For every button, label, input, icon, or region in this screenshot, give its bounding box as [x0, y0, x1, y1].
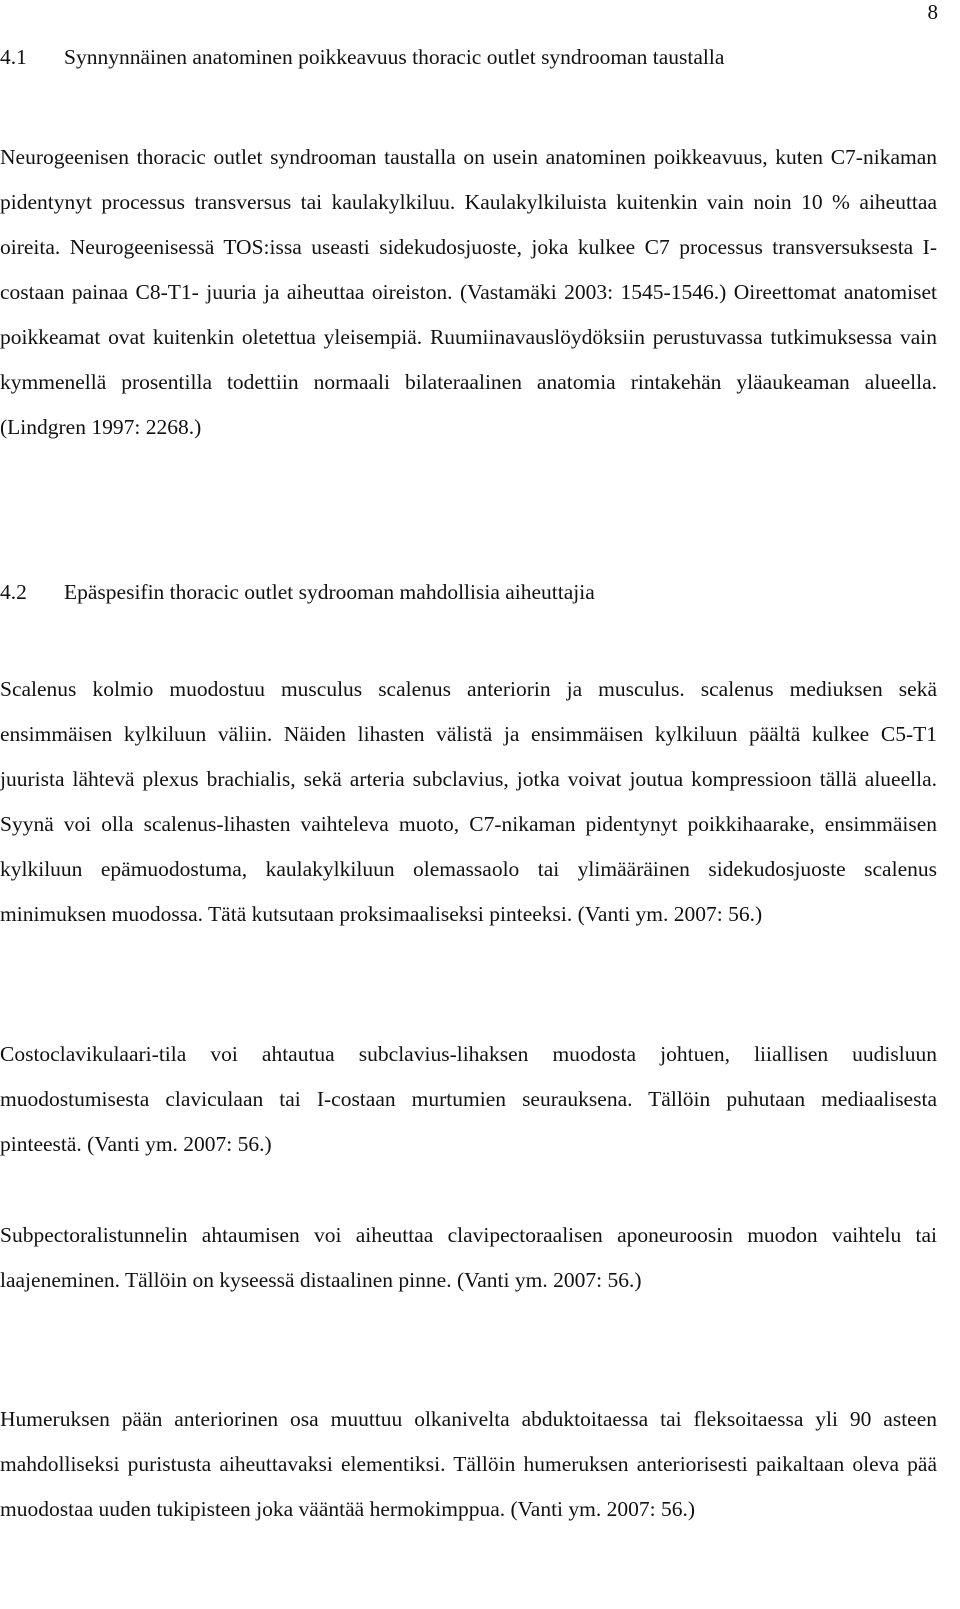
paragraph: Humeruksen pään anteriorinen osa muuttuu olkanivelta abduktoitaessa tai fleksoitaessa yli 90 asteen mahdolliseksi puristusta aiheuttavaksi elementiksi. Tällöin humeruksen anteriorisesti paikaltaan oleva pää muodostaa uuden tukipisteen joka vääntää hermokimppua. (Vanti ym. 2007: 56.)	[0, 1407, 937, 1521]
paragraph: Costoclavikulaari-tila voi ahtautua subclavius-lihaksen muodosta johtuen, liiallisen uudisluun muodostumisesta claviculaan tai I-costaan murtumien seurauksena. Tällöin puhutaan mediaalisesta pinteestä. (Vanti ym. 2007: 56.)	[0, 1042, 937, 1156]
section-heading	[0, 577, 937, 607]
section-4-2-para-2	[0, 1032, 937, 1167]
section-4-2	[0, 577, 937, 607]
page-number: 8	[927, 0, 938, 24]
paragraph: Scalenus kolmio muodostuu musculus scalenus anteriorin ja musculus. scalenus mediuksen sekä ensimmäisen kylkiluun väliin. Näiden lihasten välistä ja ensimmäisen kylkiluun päältä kulkee C5-T1 juurista lähtevä plexus brachialis, sekä arteria subclavius, jotka voivat joutua kompressioon tällä alueella. Syynä voi olla scalenus-lihasten vaihteleva muoto, C7-nikaman pidentynyt poikkihaarake, ensimmäisen kylkiluun epämuodostuma, kaulakylkiluun olemassaolo tai ylimääräinen sidekudosjuoste scalenus minimuksen muodossa. Tätä kutsutaan proksimaaliseksi pinteeksi. (Vanti ym. 2007: 56.)	[0, 677, 937, 926]
section-4-2-para-1	[0, 667, 937, 937]
heading-title: Epäspesifin thoracic outlet sydrooman mahdollisia aiheuttajia	[64, 580, 595, 604]
heading-number: 4.2	[0, 580, 27, 604]
section-4-2-para-4	[0, 1397, 937, 1532]
section-heading	[0, 42, 937, 72]
paragraph: Subpectoralistunnelin ahtaumisen voi aiheuttaa clavipectoraalisen aponeuroosin muodon vaihtelu tai laajeneminen. Tällöin on kyseessä distaalinen pinne. (Vanti ym. 2007: 56.)	[0, 1223, 937, 1292]
heading-number: 4.1	[0, 45, 27, 69]
section-4-1-body	[0, 135, 937, 450]
paragraph: Neurogeenisen thoracic outlet syndrooman taustalla on usein anatominen poikkeavuus, kuten C7-nikaman pidentynyt processus transversus tai kaulakylkiluu. Kaulakylkiluista kuitenkin vain noin 10 % aiheuttaa oireita. Neurogeenisessä TOS:issa useasti sidekudosjuoste, joka kulkee C7 processus transversuksesta I-costaan painaa C8-T1- juuria ja aiheuttaa oireiston. (Vastamäki 2003: 1545-1546.) Oireettomat anatomiset poikkeamat ovat kuitenkin oletettua yleisempiä. Ruumiinavauslöydöksiin perustuvassa tutkimuksessa vain kymmenellä prosentilla todettiin normaali bilateraalinen anatomia rintakehän yläaukeaman alueella. (Lindgren 1997: 2268.)	[0, 145, 937, 439]
section-4-1	[0, 42, 937, 72]
section-4-2-para-3	[0, 1213, 937, 1303]
heading-title: Synnynnäinen anatominen poikkeavuus thoracic outlet syndrooman taustalla	[64, 45, 725, 69]
